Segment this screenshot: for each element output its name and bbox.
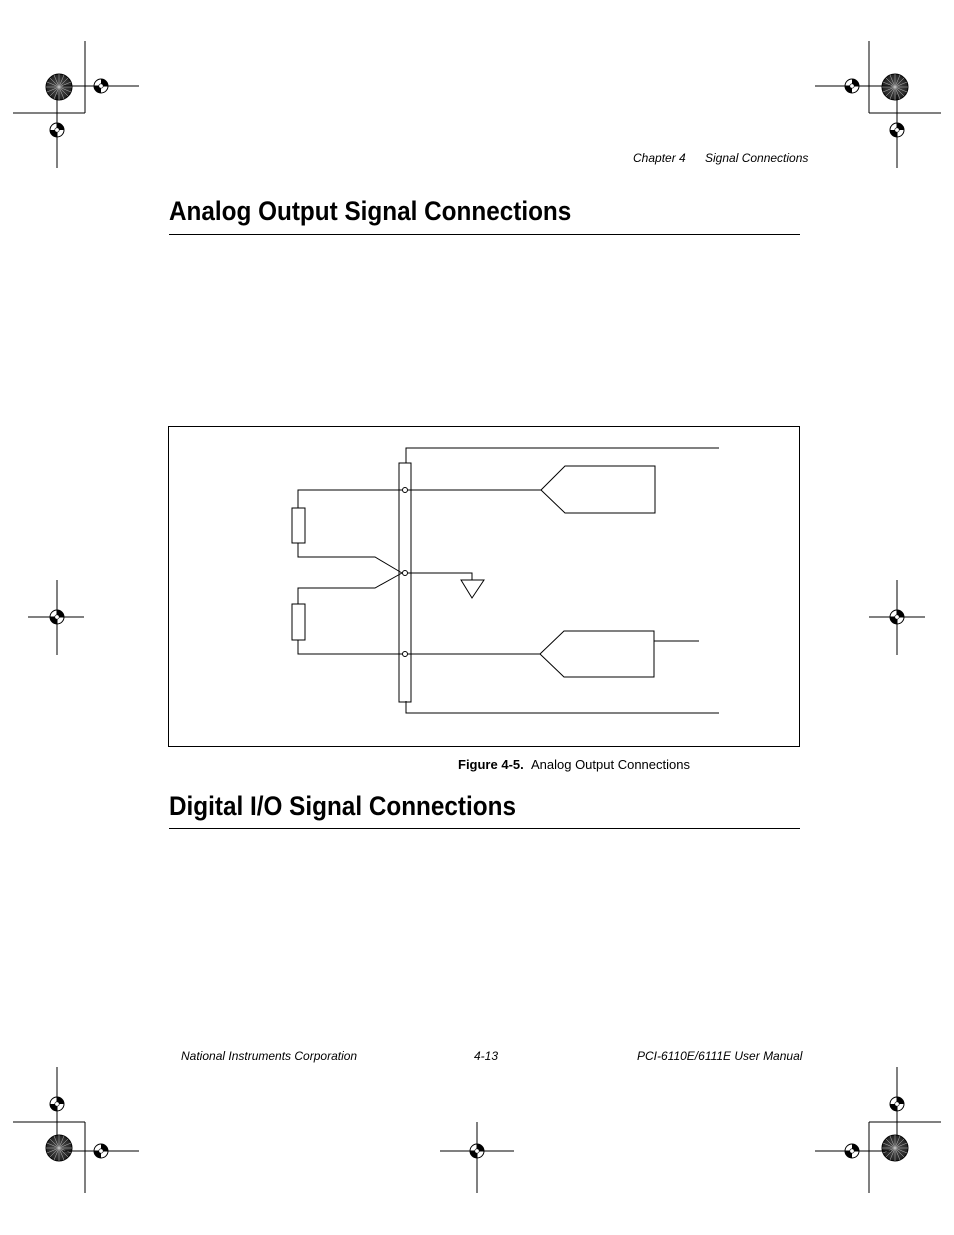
footer-publisher: National Instruments Corporation	[181, 1049, 358, 1063]
crosshair-top-right-lower	[890, 123, 904, 137]
output-buffer-upper	[541, 466, 655, 513]
connector-pin-1	[403, 488, 408, 493]
connector-pin-3	[403, 652, 408, 657]
figure-frame	[168, 426, 800, 747]
crosshair-bottom-right-upper	[890, 1097, 904, 1111]
star-target-bottom-right	[882, 1135, 908, 1161]
ground-symbol	[461, 580, 484, 598]
load-resistor-lower	[292, 604, 305, 640]
figure-label: Figure 4-5.	[458, 757, 524, 772]
crosshair-top-left-lower	[50, 123, 64, 137]
figure-title: Analog Output Connections	[530, 757, 690, 772]
footer-manual: PCI-6110E/6111E User Manual	[637, 1049, 803, 1063]
crosshair-top-right	[845, 79, 859, 93]
figure-caption	[458, 757, 690, 772]
digital-io-heading: Digital I/O Signal Connections	[169, 791, 516, 821]
load-wire-lower	[298, 573, 402, 604]
crosshair-middle-right	[890, 610, 904, 624]
crosshair-bottom-left	[94, 1144, 108, 1158]
heading-rule	[169, 234, 800, 235]
shield-top-wire	[406, 448, 719, 463]
footer-page-number: 4-13	[474, 1049, 499, 1063]
output-buffer-lower	[540, 631, 654, 677]
crosshair-bottom-left-upper	[50, 1097, 64, 1111]
analog-output-diagram	[169, 427, 799, 746]
ground-wire	[408, 573, 472, 580]
analog-output-heading: Analog Output Signal Connections	[169, 196, 572, 226]
header-section: Signal Connections	[705, 151, 809, 165]
crosshair-top-left	[94, 79, 108, 93]
star-target-top-right	[882, 74, 908, 100]
connector-block	[399, 463, 411, 702]
star-target-bottom-left	[46, 1135, 72, 1161]
header-chapter: Chapter 4	[633, 151, 686, 165]
heading-rule	[169, 828, 800, 829]
connector-pin-2	[403, 571, 408, 576]
shield-bottom-wire	[406, 701, 719, 713]
star-target-top-left	[46, 74, 72, 100]
crosshair-bottom-center	[470, 1144, 484, 1158]
crosshair-middle-left	[50, 610, 64, 624]
load-wire-upper-return	[298, 543, 402, 573]
load-resistor-upper	[292, 508, 305, 543]
crosshair-bottom-right	[845, 1144, 859, 1158]
load-wire-upper	[298, 490, 402, 508]
load-wire-lower-return	[298, 640, 402, 654]
